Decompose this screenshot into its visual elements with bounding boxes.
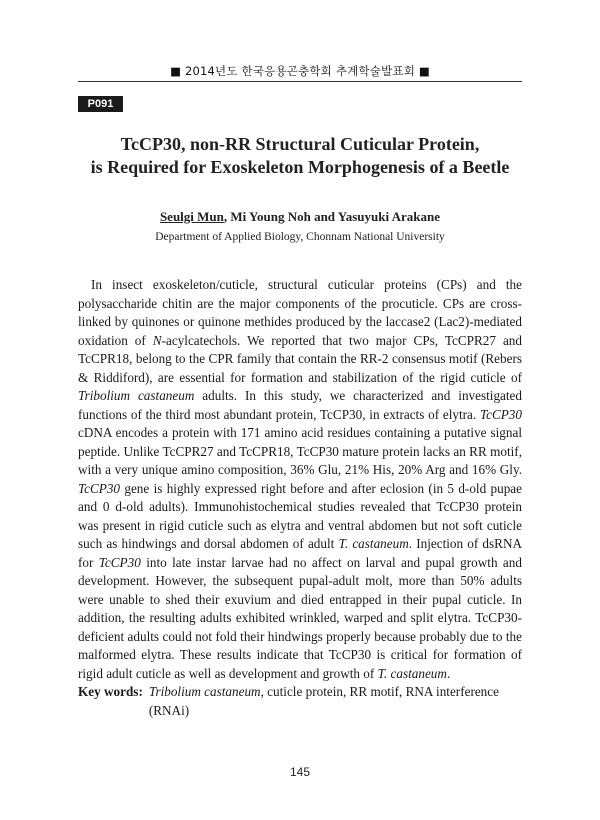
abstract-body — [78, 276, 522, 683]
abstract-species-name: T. castaneum — [338, 536, 409, 551]
paper-title — [78, 133, 522, 179]
poster-id-badge: P091 — [78, 96, 123, 112]
abstract-text: . Injection of dsRNA for — [78, 536, 522, 570]
abstract-text: In insect exoskeleton/cuticle, structural cuticular proteins (CPs) and the polysaccharide chitin are the major components of the procuticle. CPs are cross-linked by quinones or quinone methides produced by the laccase2 (Lac2)-mediated oxidation of — [78, 277, 522, 348]
abstract-gene-name: TcCP30 — [98, 554, 141, 570]
keywords-list — [149, 683, 522, 720]
abstract-species-name: T. castaneum — [377, 665, 447, 681]
abstract-italic-term: N — [152, 332, 162, 348]
conference-header: ■ 2014년도 한국응용곤충학회 추계학술발표회 ■ — [170, 64, 430, 78]
keyword-rest: , cuticle protein, RR motif, RNA interference (RNAi) — [148, 684, 499, 718]
keywords — [78, 683, 522, 720]
title-line-2: is Required for Exoskeleton Morphogenesis of a Beetle — [90, 157, 510, 177]
abstract-gene-name: TcCP30 — [479, 406, 522, 422]
author-list — [78, 209, 522, 225]
abstract-text: -acylcatechols. We reported that two major CPs, TcCPR27 and TcCPR18, belong to the CPR family that contain the RR-2 consensus motif (Rebers & Riddiford), are essential for formation and stabilization of the rigid cuticle of — [78, 332, 522, 385]
abstract-text: into late instar larvae had no affect on larval and pupal growth and development. However, the subsequent pupal-adult molt, more than 50% adults were unable to shed their exuvium and died entrapped in their pupal cuticle. In addition, the resulting adults exhibited wrinkled, warped and split elytra. TcCP30-deficient adults could not fold their hindwings properly because probably due to the malformed elytra. These results indicate that TcCP30 is critical for formation of rigid adult cuticle as well as development and growth of — [78, 554, 522, 681]
header-divider — [78, 81, 522, 82]
keywords-label: Key words: — [78, 684, 143, 699]
presenting-author: Seulgi Mun — [159, 209, 224, 224]
abstract-text: . — [446, 665, 451, 681]
page-number: 145 — [289, 765, 311, 779]
abstract-species-name: Tribolium castaneum — [78, 388, 195, 403]
affiliation: Department of Applied Biology, Chonnam National University — [155, 231, 445, 243]
abstract-text: cDNA encodes a protein with 171 amino acid residues containing a putative signal peptide. Unlike TcCPR27 and TcCPR18, TcCP30 mature protein lacks an RR motif, with a very unique amino composition, 36% Glu, 21% His, 20% Arg and 16% Gly. — [78, 425, 522, 477]
abstract-text: adults. In this study, we characterized and investigated functions of the third most abundant protein, TcCP30, in extracts of elytra. — [78, 388, 522, 422]
abstract-gene-name: TcCP30 — [78, 480, 121, 496]
co-authors: , Mi Young Noh and Yasuyuki Arakane — [223, 209, 441, 224]
keyword-species: Tribolium castaneum — [148, 684, 261, 699]
title-line-1: TcCP30, non-RR Structural Cuticular Protein, — [120, 134, 480, 154]
abstract-text: gene is highly expressed right before and after eclosion (in 5 d-old pupae and 0 d-old adults). Immunohistochemical studies revealed that TcCP30 protein was present in rigid cuticle such as elytra and ventral abdomen but not soft cuticle such as hindwings and dorsal abdomen of adult — [78, 480, 522, 551]
